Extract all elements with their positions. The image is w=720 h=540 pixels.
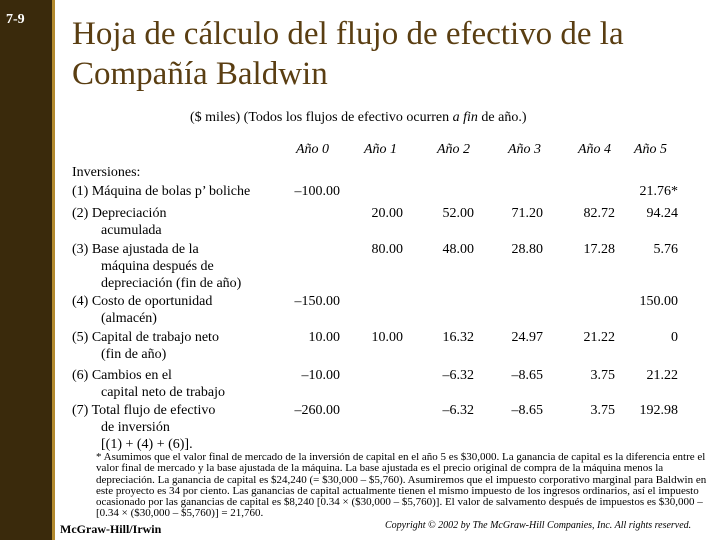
table-cell: 21.22 bbox=[646, 368, 678, 383]
year-header: Año 3 bbox=[508, 142, 542, 157]
row-label: (2) Depreciación bbox=[72, 206, 167, 221]
table-cell: 5.76 bbox=[653, 242, 678, 257]
table-cell: 3.75 bbox=[590, 368, 615, 383]
table-cell: 0 bbox=[671, 330, 678, 345]
section-label: Inversiones: bbox=[72, 165, 141, 180]
table-cell: 3.75 bbox=[590, 403, 615, 418]
table-cell: 17.28 bbox=[583, 242, 615, 257]
row-label: (almacén) bbox=[101, 311, 157, 326]
row-label: (5) Capital de trabajo neto bbox=[72, 330, 219, 345]
row-label: [(1) + (4) + (6)]. bbox=[101, 437, 193, 452]
row-label: capital neto de trabajo bbox=[101, 385, 225, 400]
copyright-notice: Copyright © 2002 by The McGraw-Hill Companies, Inc. All rights reserved. bbox=[385, 520, 692, 531]
table-cell: 52.00 bbox=[442, 206, 474, 221]
table-cell: 94.24 bbox=[646, 206, 678, 221]
table-cell: 21.76* bbox=[639, 184, 678, 199]
sidebar-bar bbox=[0, 0, 52, 540]
year-header: Año 5 bbox=[634, 142, 668, 157]
table-cell: 48.00 bbox=[442, 242, 474, 257]
table-cell: 192.98 bbox=[639, 403, 678, 418]
row-label: acumulada bbox=[101, 223, 162, 238]
table-cell: –260.00 bbox=[294, 403, 340, 418]
row-label: máquina después de bbox=[101, 259, 214, 274]
page-title: Hoja de cálculo del flujo de efectivo de la Compañía Baldwin bbox=[72, 16, 624, 92]
table-cell: –8.65 bbox=[511, 368, 543, 383]
row-label: de inversión bbox=[101, 420, 170, 435]
row-label: (1) Máquina de bolas p’ boliche bbox=[72, 184, 251, 199]
subtitle: ($ miles) (Todos los flujos de efectivo ocurren a fin de año.) bbox=[190, 110, 527, 125]
table-cell: 20.00 bbox=[371, 206, 403, 221]
publisher-brand: McGraw-Hill/Irwin bbox=[60, 522, 162, 536]
table-cell: 150.00 bbox=[639, 294, 678, 309]
table-cell: 21.22 bbox=[583, 330, 615, 345]
table-cell: –8.65 bbox=[511, 403, 543, 418]
table-cell: 24.97 bbox=[511, 330, 543, 345]
gold-divider bbox=[52, 0, 55, 540]
footnote: * Asumimos que el valor final de mercado de la inversión de capital en el año 5 es $30,000. La ganancia de capital es la diferencia entre el valor final de mercado y la base ajustada de la máquina. La base ajustada es el precio original de compra de la máquina menos la depreciación. La ganancia de capital es $24,240 (= $30,000 – $5,760). Asumiremos que el impuesto corporativo marginal para Baldwin en este proyecto es 34 por ciento. Las ganancias de capital actualmente tienen el mismo impuesto de los ingresos ordinarios, así el impuesto ocasionado por las ganancias de capital es $8,240 [0.34 × ($30,000 – $5,760)]. El valor de salvamento después de impuestos es $30,000 – [0.34 × ($30,000 – $5,760)] = 21,760. bbox=[96, 451, 707, 520]
row-label: (fin de año) bbox=[101, 347, 167, 362]
row-label: depreciación (fin de año) bbox=[101, 276, 242, 291]
table-cell: –6.32 bbox=[442, 368, 474, 383]
table-cell: 80.00 bbox=[371, 242, 403, 257]
table-cell: 71.20 bbox=[511, 206, 543, 221]
row-label: (3) Base ajustada de la bbox=[72, 242, 199, 257]
year-header: Año 2 bbox=[437, 142, 471, 157]
table-cell: 10.00 bbox=[308, 330, 340, 345]
table-cell: –10.00 bbox=[301, 368, 340, 383]
table-cell: –150.00 bbox=[294, 294, 340, 309]
table-cell: –100.00 bbox=[294, 184, 340, 199]
slide-number: 7-9 bbox=[6, 12, 25, 27]
table-cell: 82.72 bbox=[583, 206, 615, 221]
table-cell: 28.80 bbox=[511, 242, 543, 257]
table-cell: 10.00 bbox=[371, 330, 403, 345]
table-cell: 16.32 bbox=[442, 330, 474, 345]
year-header: Año 1 bbox=[364, 142, 398, 157]
year-header: Año 0 bbox=[296, 142, 330, 157]
row-label: (6) Cambios en el bbox=[72, 368, 172, 383]
year-header: Año 4 bbox=[578, 142, 612, 157]
row-label: (4) Costo de oportunidad bbox=[72, 294, 213, 309]
table-cell: –6.32 bbox=[442, 403, 474, 418]
row-label: (7) Total flujo de efectivo bbox=[72, 403, 216, 418]
